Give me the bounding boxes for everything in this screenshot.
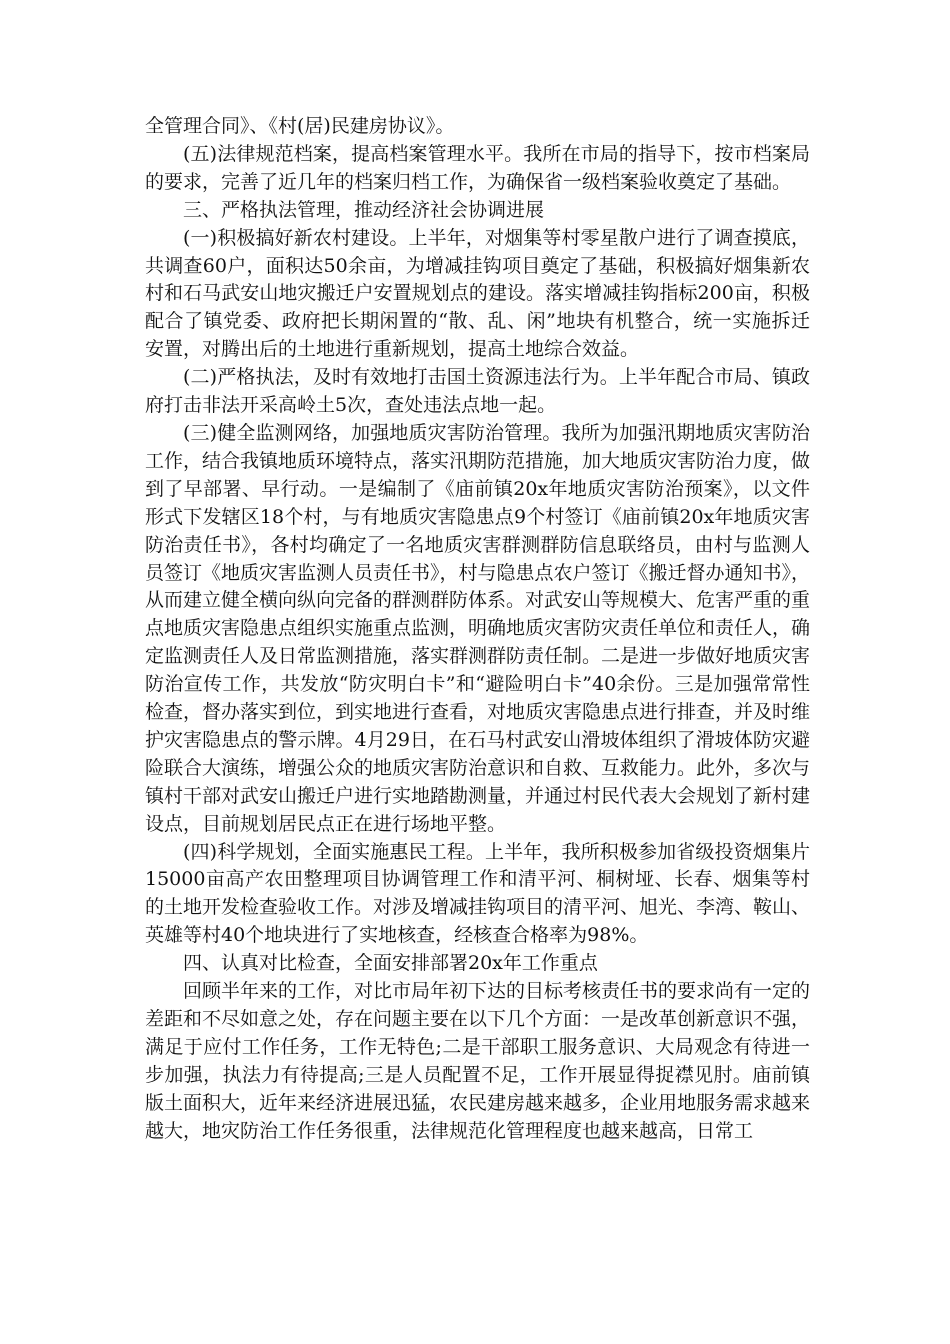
paragraph-law-enforcement: (二)严格执法，及时有效地打击国土资源违法行为。上半年配合市局、镇政府打击非法开采高岭土5次，查处违法点地一起。 (145, 366, 810, 417)
section-heading-4: 四、认真对比检查，全面安排部署20x年工作重点 (183, 952, 598, 975)
paragraph-archive-management: (五)法律规范档案，提高档案管理水平。我所在市局的指导下，按市档案局的要求，完善了近几年的档案归档工作，为确保省一级档案验收奠定了基础。 (145, 142, 810, 193)
section-heading-3: 三、严格执法管理，推动经济社会协调进展 (183, 198, 545, 221)
paragraph-review: 回顾半年来的工作，对比市局年初下达的目标考核责任书的要求尚有一定的差距和不尽如意之处，存在问题主要在以下几个方面：一是改革创新意识不强，满足于应付工作任务，工作无特色;二是干部职工服务意识、大局观念有待进一步加强，执法力有待提高;三是人员配置不足，工作开展显得捉襟见肘。庙前镇版土面积大，近年来经济进展迅猛，农民建房越来越多，企业用地服务需求越来越大，地灾防治工作任务很重，法律规范化管理程度也越来越高，日常工 (145, 980, 811, 1142)
paragraph-planning-projects: (四)科学规划，全面实施惠民工程。上半年，我所积极参加省级投资烟集片15000亩高产农田整理项目协调管理工作和清平河、桐树垭、长春、烟集等村的土地开发检查验收工作。对涉及增减挂钩项目的清平河、旭光、李湾、鞍山、英雄等村40个地块进行了实地核查，经核查合格率为98%。 (145, 840, 811, 947)
paragraph-disaster-monitoring: (三)健全监测网络，加强地质灾害防治管理。我所为加强汛期地质灾害防治工作，结合我镇地质环境特点，落实汛期防范措施，加大地质灾害防治力度，做到了早部署、早行动。一是编制了《庙前镇20x年地质灾害防治预案》，以文件形式下发辖区18个村，与有地质灾害隐患点9个村签订《庙前镇20x年地质灾害防治责任书》，各村均确定了一名地质灾害群测群防信息联络员，由村与监测人员签订《地质灾害监测人员责任书》，村与隐患点农户签订《搬迁督办通知书》，从而建立健全横向纵向完备的群测群防体系。对武安山等规模大、危害严重的重点地质灾害隐患点组织实施重点监测，明确地质灾害防灾责任单位和责任人，确定监测责任人及日常监测措施，落实群测群防责任制。二是进一步做好地质灾害防治宣传工作，共发放“防灾明白卡”和“避险明白卡”40余份。三是加强常常性检查，督办落实到位，到实地进行查看，对地质灾害隐患点进行排查，并及时维护灾害隐患点的警示牌。4月29日，在石马村武安山滑坡体组织了滑坡体防灾避险联合大演练，增强公众的地质灾害防治意识和自救、互救能力。此外，多次与镇村干部对武安山搬迁户进行实地踏勘测量，并通过村民代表大会规划了新村建设点，目前规划居民点正在进行场地平整。 (145, 421, 811, 835)
paragraph-continuation: 全管理合同》、《村(居)民建房协议》。 (145, 115, 455, 137)
document-page (145, 113, 810, 1146)
paragraph-new-rural-construction: (一)积极搞好新农村建设。上半年，对烟集等村零星散户进行了调查摸底，共调查60户，面积达50余亩，为增减挂钩项目奠定了基础，积极搞好烟集新农村和石马武安山地灾搬迁户安置规划点的建设。落实增减挂钩指标200亩，积极配合了镇党委、政府把长期闲置的“散、乱、闲”地块有机整合，统一实施拆迁安置，对腾出后的土地进行重新规划，提高土地综合效益。 (145, 226, 810, 361)
